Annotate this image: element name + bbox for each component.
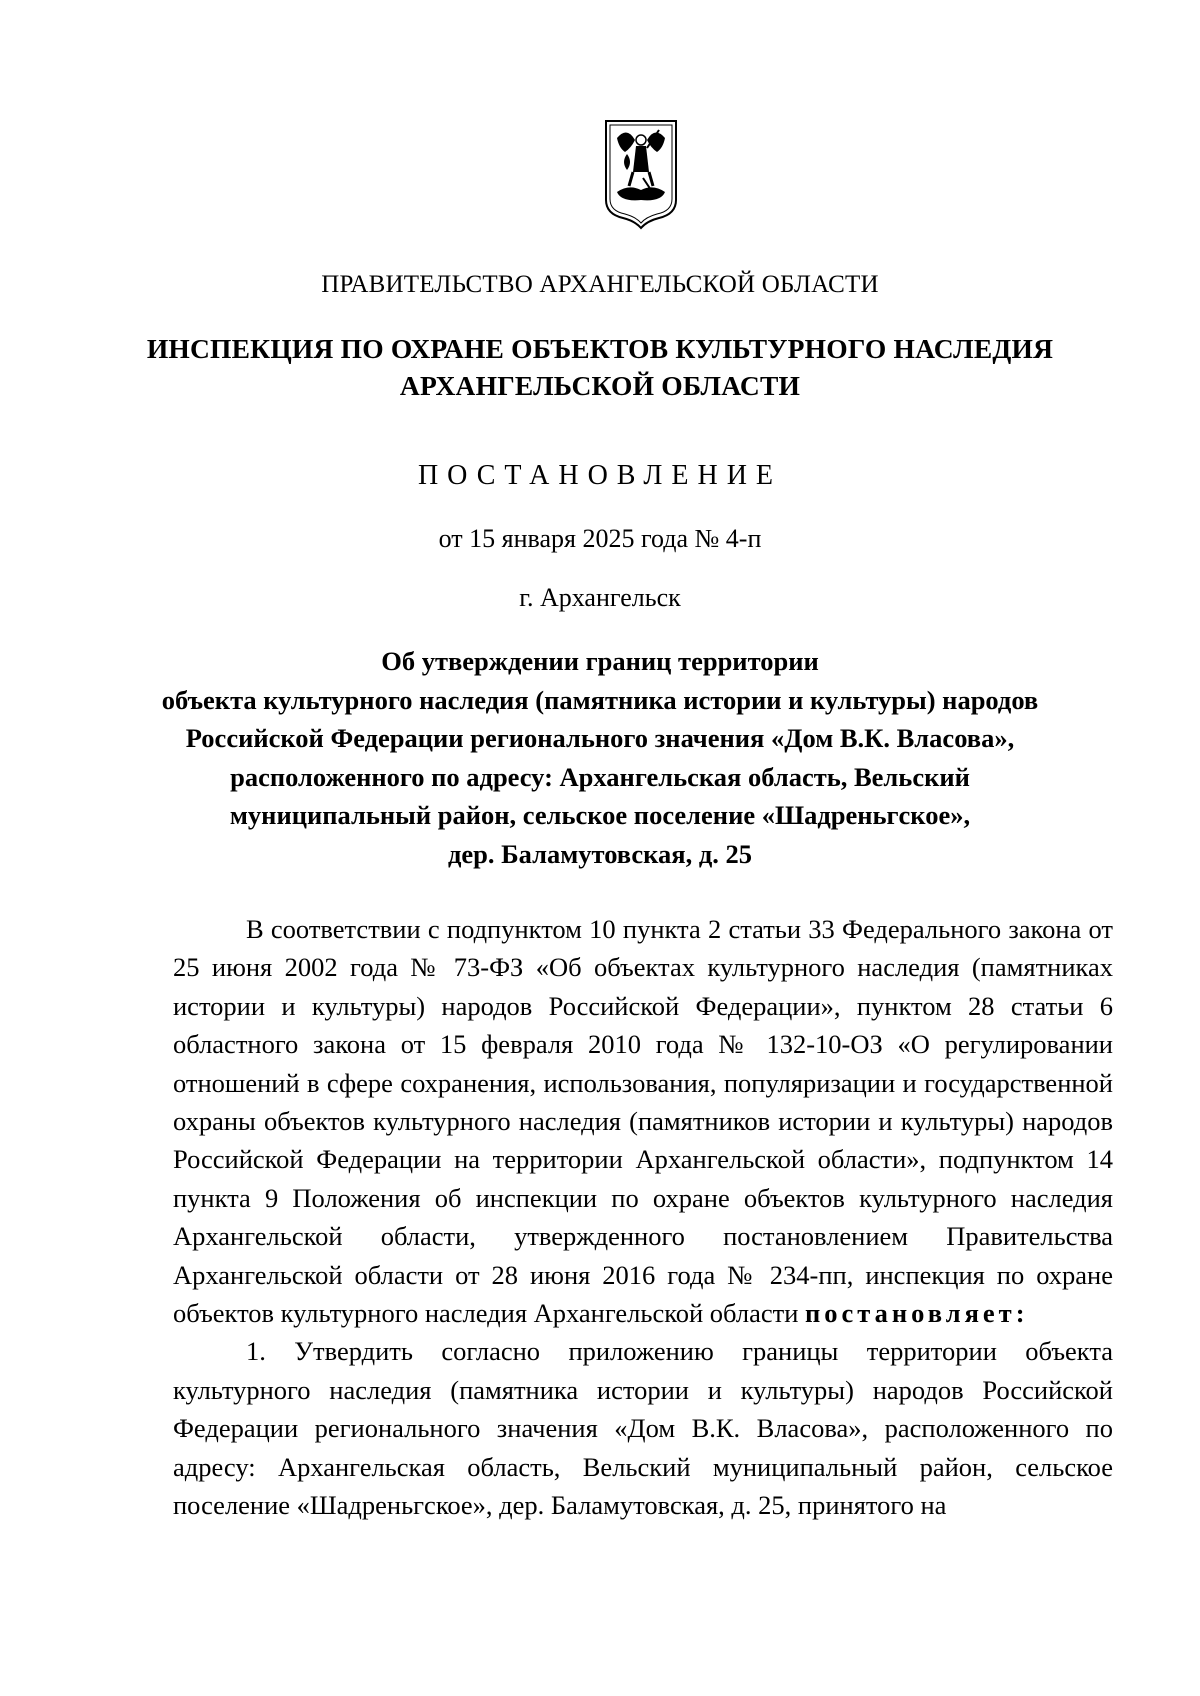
title-line: Об утверждении границ территории — [381, 646, 819, 676]
preamble-paragraph — [173, 910, 1113, 1332]
title-line: Российской Федерации регионального значения «Дом В.К. Власова», — [185, 723, 1015, 753]
coat-of-arms-emblem — [603, 118, 679, 230]
government-name: ПРАВИТЕЛЬСТВО АРХАНГЕЛЬСКОЙ ОБЛАСТИ — [321, 271, 879, 298]
document-city: г. Архангельск — [519, 583, 681, 612]
organization-name — [0, 330, 1200, 404]
document-type: ПОСТАНОВЛЕНИЕ — [417, 460, 783, 491]
document-date-number: от 15 января 2025 года № 4-п — [438, 524, 762, 553]
document-title — [0, 642, 1200, 873]
preamble-text: В соответствии с подпунктом 10 пункта 2 статьи 33 Федерального закона от 25 июня 2002 года № 73-ФЗ «Об объектах культурного наследия (памятниках истории и культуры) народов Российской Федерации», пунктом 28 статьи 6 областного закона от 15 февраля 2010 года № 132-10-ОЗ «О регулировании отношений в сфере сохранения, использования, популяризации и государственной охраны объектов культурного наследия (памятников истории и культуры) народов Российской Федерации на территории Архангельской области», подпунктом 14 пункта 9 Положения об инспекции по охране объектов культурного наследия Архангельской области, утвержденного постановлением Правительства Архангельской области от 28 июня 2016 года № 234-пп, инспекция по охране объектов культурного наследия Архангельской области — [173, 914, 1113, 1329]
title-line: муниципальный район, сельское поселение «Шадреньгское», — [229, 800, 971, 830]
decree-word: постановляет: — [805, 1298, 1029, 1329]
title-line: дер. Баламутовская, д. 25 — [447, 838, 753, 869]
organization-line: ИНСПЕКЦИЯ ПО ОХРАНЕ ОБЪЕКТОВ КУЛЬТУРНОГО НАСЛЕДИЯ — [146, 333, 1054, 364]
item-1-paragraph: 1. Утвердить согласно приложению границы территории объекта культурного наследия (памятника истории и культуры) народов Российской Федерации регионального значения «Дом В.К. Власова», расположенного по адресу: Архангельская область, Вельский муниципальный район, сельское поселение «Шадреньгское», дер. Баламутовская, д. 25, принятого на — [173, 1336, 1113, 1521]
title-line: расположенного по адресу: Архангельская область, Вельский — [230, 761, 970, 792]
organization-line: АРХАНГЕЛЬСКОЙ ОБЛАСТИ — [399, 370, 801, 401]
title-line: объекта культурного наследия (памятника истории и культуры) народов — [161, 684, 1039, 715]
document-body — [173, 910, 1113, 1525]
